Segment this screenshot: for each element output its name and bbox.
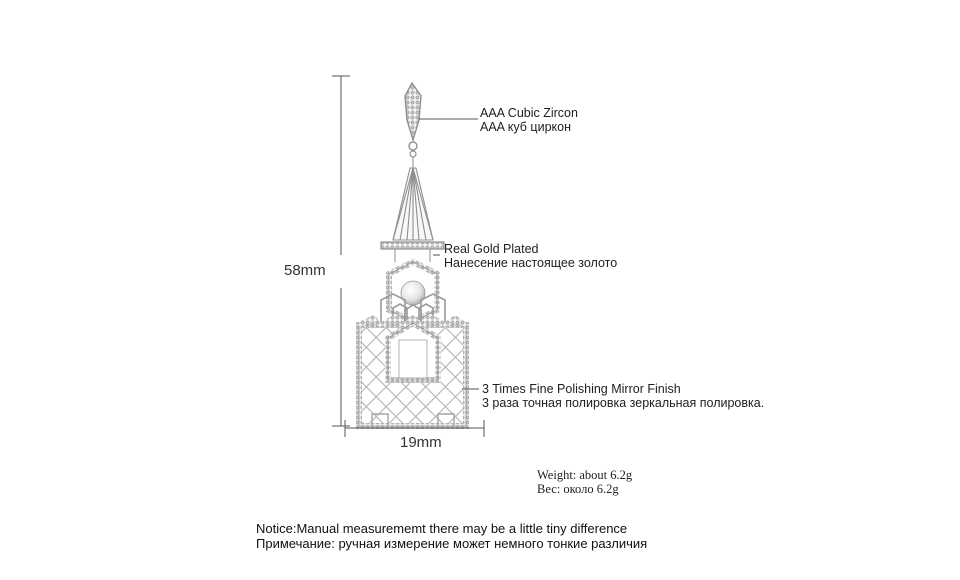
notice [256, 521, 647, 551]
stud-top [405, 83, 421, 168]
callout-gold-plated-ru: Нанесение настоящее золото [444, 256, 618, 270]
weight-ru: Вес: около 6.2g [537, 482, 619, 496]
callout-zircon [480, 106, 578, 134]
height-label: 58mm [284, 262, 326, 279]
callout-polishing [482, 382, 764, 410]
pave-bar [381, 242, 444, 249]
notice-ru: Примечание: ручная измерение может немного тонкие различия [256, 536, 648, 551]
callout-polishing-ru: 3 раза точная полировка зеркальная полировка. [482, 396, 765, 410]
weight-en: Weight: about 6.2g [537, 468, 633, 482]
width-label: 19mm [400, 434, 442, 451]
notice-en: Notice:Manual measurememt there may be a little tiny difference [256, 521, 628, 536]
callout-gold-plated-en: Real Gold Plated [444, 242, 539, 256]
earring-body [359, 318, 466, 426]
callout-zircon-ru: AAA куб циркон [480, 120, 571, 134]
callout-polishing-en: 3 Times Fine Polishing Mirror Finish [482, 382, 681, 396]
callout-gold-plated [444, 242, 617, 270]
callout-zircon-en: AAA Cubic Zircon [480, 106, 578, 120]
fan-wires [393, 168, 433, 240]
height-dimension-line [332, 76, 350, 426]
weight-info [537, 468, 632, 496]
